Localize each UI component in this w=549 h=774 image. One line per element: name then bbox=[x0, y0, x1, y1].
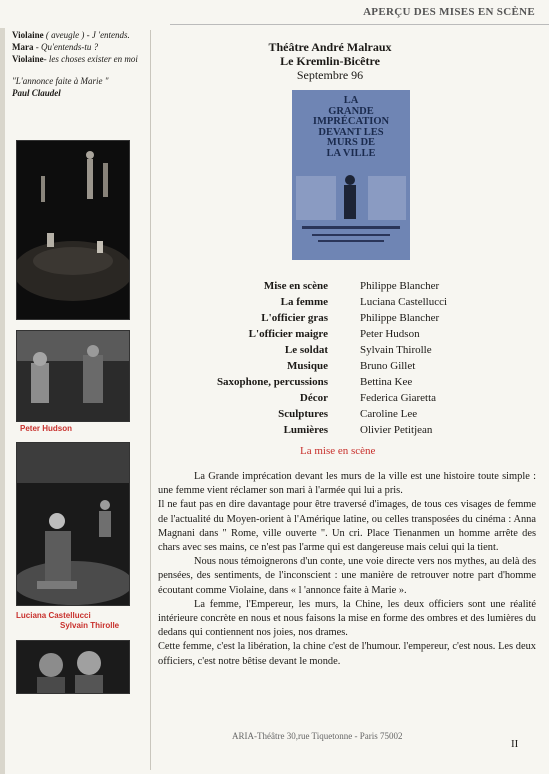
caption-sylvain-thirolle: Sylvain Thirolle bbox=[60, 621, 120, 630]
theatre-place: Le Kremlin-Bicêtre bbox=[280, 54, 380, 68]
page-number: II bbox=[511, 738, 519, 750]
quote-source: "L'annonce faite à Marie " bbox=[12, 76, 109, 86]
section-title: La mise en scène bbox=[300, 445, 376, 457]
caption-peter-hudson: Peter Hudson bbox=[20, 424, 73, 433]
page-header: APERÇU DES MISES EN SCÈNE bbox=[363, 6, 535, 18]
credit-row: Le soldat Sylvain Thirolle bbox=[284, 344, 432, 356]
credit-row: La femme Luciana Castellucci bbox=[280, 296, 448, 308]
quote-author: Paul Claudel bbox=[12, 88, 61, 98]
paragraph: La Grande imprécation devant les murs de la ville est une histoire toute simple : une femme vient réclamer son mari à l'armée qui lui a pris. bbox=[158, 471, 536, 497]
theatre-block bbox=[230, 40, 430, 82]
quote-line-1: Violaine ( aveugle ) - J 'entends. bbox=[12, 30, 130, 40]
credit-row: Mise en scène Philippe Blancher bbox=[263, 280, 440, 292]
stage-photo-1 bbox=[16, 140, 130, 320]
credits-list bbox=[180, 278, 480, 438]
credit-row: Musique Bruno Gillet bbox=[287, 360, 416, 372]
paragraph: Nous nous témoignerons d'un conte, une voie directe vers nos mythes, au delà des pensées, des sentiments, de l'inconscient : une manière de retrouver notre part d'homme écoutant comme Violaine, dans « l 'annonce faite à Marie ». bbox=[158, 556, 536, 596]
sidebar-divider bbox=[150, 30, 151, 770]
credit-row: L'officier maigre Peter Hudson bbox=[248, 328, 420, 340]
quote-line-3: Violaine- les choses exister en moi bbox=[12, 54, 138, 64]
theatre-date: Septembre 96 bbox=[296, 68, 364, 82]
poster-figure bbox=[292, 166, 410, 260]
poster-title-line-4: DEVANT LES bbox=[318, 126, 384, 138]
credit-row: Décor Federica Giaretta bbox=[299, 392, 437, 404]
credit-row: Lumières Olivier Petitjean bbox=[283, 424, 433, 436]
page-edge bbox=[0, 28, 5, 774]
theatre-name: Théâtre André Malraux bbox=[268, 40, 392, 54]
credit-row: L'officier gras Philippe Blancher bbox=[261, 312, 440, 324]
stage-photo-peter-hudson bbox=[16, 330, 130, 422]
poster-title-line-5: MURS DE bbox=[326, 137, 376, 148]
credit-row: Sculptures Caroline Lee bbox=[278, 408, 418, 420]
credit-row: Saxophone, percussions Bettina Kee bbox=[216, 376, 413, 388]
header-rule bbox=[170, 24, 549, 25]
show-poster bbox=[292, 90, 410, 260]
poster-title-line-1: LA bbox=[343, 95, 359, 106]
caption-luciana-castellucci: Luciana Castellucci bbox=[16, 611, 91, 620]
body-text bbox=[158, 470, 536, 669]
quote-line-2: Mara - Qu'entends-tu ? bbox=[12, 42, 99, 52]
paragraph: Il ne faut pas en dire davantage pour être traversé d'images, de tous ces visages de femme de l'actualité du Moyen-orient à l'Amérique latine, ou celles transposées du cinéma : Anna Magnani dans " Rome, ville ouverte ". Un cri. Place Tienanmen un homme arrête des chars avec ses mains, ce n'est pas l'arme qui est dangereuse mais celui qui la tient. bbox=[158, 499, 536, 554]
poster-title-line-2: GRANDE bbox=[328, 105, 374, 117]
poster-title-line-3: IMPRÉCATION bbox=[312, 116, 390, 127]
poster-title-line-6: LA VILLE bbox=[326, 147, 376, 159]
stage-photo-4 bbox=[16, 640, 130, 694]
stage-photo-castellucci-thirolle bbox=[16, 442, 130, 606]
paragraph: La femme, l'Empereur, les murs, la Chine, les deux officiers sont une réalité intérieure concrète en nous et nous faisons la mise en forme des ombres et des lumières du dedans qui contiennent nos joies, nos drames. bbox=[158, 598, 536, 639]
footer-address: ARIA-Théâtre 30,rue Tiquetonne - Paris 75002 bbox=[232, 731, 403, 741]
paragraph: Cette femme, c'est la libération, la chine c'est de l'humour. l'empereur, c'est nous. Les deux officiers, c'est notre bêtise devant le monde. bbox=[158, 641, 536, 667]
